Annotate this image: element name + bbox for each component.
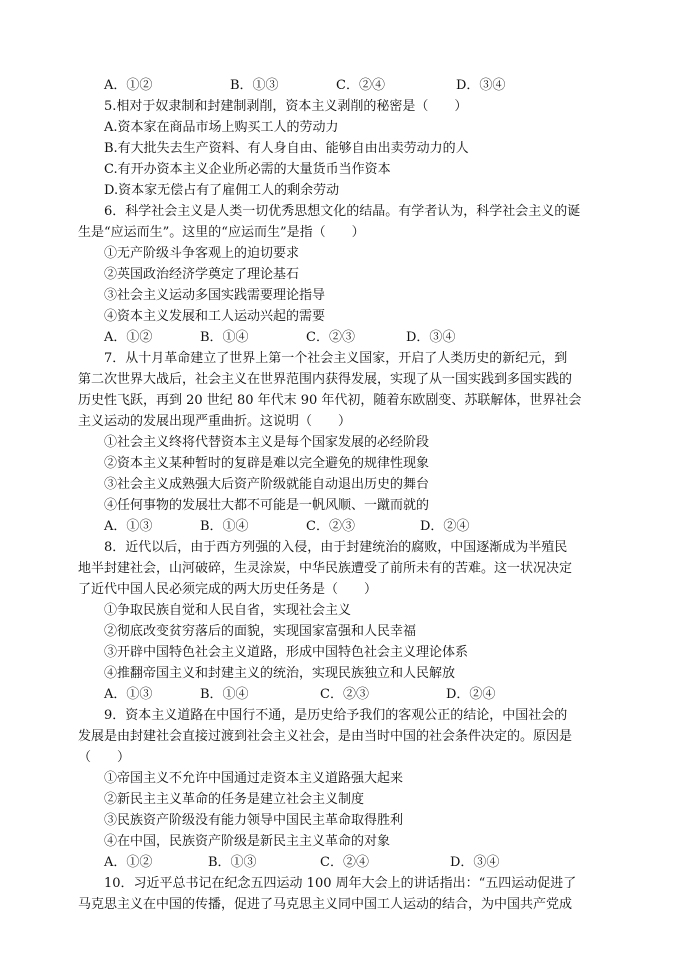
q8-option-c[interactable]: C．②③: [320, 687, 369, 702]
q9-item-3: ③民族资产阶级没有能力领导中国民主革命取得胜利: [104, 813, 404, 828]
q6-option-d[interactable]: D．③④: [406, 330, 456, 345]
q5-stem: 5.相对于奴隶制和封建制剥削，资本主义剥削的秘密是（ ）: [104, 99, 468, 114]
q7-option-b[interactable]: B．①④: [200, 519, 249, 534]
q8-stem-line-2: 地半封建社会，山河破碎，生灵涂炭，中华民族遭受了前所未有的苦难。这一状况决定: [78, 561, 573, 576]
q4-option-b[interactable]: B．①③: [230, 78, 279, 93]
q6-item-2: ②英国政治经济学奠定了理论基石: [104, 267, 300, 282]
q7-option-a[interactable]: A．①③: [104, 519, 153, 534]
q5-choice-a[interactable]: A.资本家在商品市场上购买工人的劳动力: [104, 120, 339, 135]
q8-option-a[interactable]: A．①③: [104, 687, 153, 702]
q7-item-4: ④任何事物的发展壮大都不可能是一帆风顺、一蹴而就的: [104, 498, 430, 513]
q8-stem-line-1: 8．近代以后，由于西方列强的入侵，由于封建统治的腐败，中国逐渐成为半殖民: [104, 540, 568, 555]
q9-option-c[interactable]: C．②④: [320, 855, 369, 870]
q5-choice-d[interactable]: D.资本家无偿占有了雇佣工人的剩余劳动: [104, 183, 340, 198]
q7-item-3: ③社会主义成熟强大后资产阶级就能自动退出历史的舞台: [104, 477, 430, 492]
q6-option-a[interactable]: A．①②: [104, 330, 153, 345]
q4-option-d[interactable]: D．③④: [456, 78, 506, 93]
q4-option-c[interactable]: C．②④: [336, 78, 385, 93]
q9-stem-line-2: 发展是由封建社会直接过渡到社会主义社会，是由当时中国的社会条件决定的。原因是: [78, 729, 573, 744]
q7-stem-line-1: 7．从十月革命建立了世界上第一个社会主义国家，开启了人类历史的新纪元，到: [104, 351, 568, 366]
q4-options: [104, 76, 524, 96]
q7-stem-line-2: 第二次世界大战后，社会主义在世界范围内获得发展，实现了从一国实践到多国实践的: [78, 372, 573, 387]
q10-stem-line-2: 马克思主义在中国的传播，促进了马克思主义同中国工人运动的结合，为中国共产党成: [78, 897, 573, 912]
q6-item-4: ④资本主义发展和工人运动兴起的需要: [104, 309, 326, 324]
q9-item-4: ④在中国，民族资产阶级是新民主主义革命的对象: [104, 834, 391, 849]
q9-option-a[interactable]: A．①②: [104, 855, 153, 870]
q5-choice-c[interactable]: C.有开办资本主义企业所必需的大量货币当作资本: [104, 162, 391, 177]
q6-option-c[interactable]: C．②③: [306, 330, 355, 345]
q8-options: [104, 685, 524, 705]
q9-option-d[interactable]: D．③④: [450, 855, 500, 870]
q8-stem-line-3: 了近代中国人民必须完成的两大历史任务是（ ）: [78, 582, 378, 597]
q7-stem-line-4: 主义运动的发展出现严重曲折。这说明（ ）: [78, 414, 352, 429]
q7-option-c[interactable]: C．②③: [306, 519, 355, 534]
q8-item-4: ④推翻帝国主义和封建主义的统治，实现民族独立和人民解放: [104, 666, 456, 681]
q6-stem-line-1: 6．科学社会主义是人类一切优秀思想文化的结晶。有学者认为，科学社会主义的诞: [104, 204, 581, 219]
q10-stem-line-1: 10．习近平总书记在纪念五四运动 100 周年大会上的讲话指出：“五四运动促进了: [104, 876, 577, 891]
q5-choice-b[interactable]: B.有大批失去生产资料、有人身自由、能够自由出卖劳动力的人: [104, 141, 469, 156]
q7-options: [104, 517, 524, 537]
q6-item-1: ①无产阶级斗争客观上的迫切要求: [104, 246, 300, 261]
q7-item-1: ①社会主义终将代替资本主义是每个国家发展的必经阶段: [104, 435, 430, 450]
q9-item-1: ①帝国主义不允许中国通过走资本主义道路强大起来: [104, 771, 404, 786]
q6-item-3: ③社会主义运动多国实践需要理论指导: [104, 288, 326, 303]
q9-item-2: ②新民主主义革命的任务是建立社会主义制度: [104, 792, 365, 807]
q6-options: [104, 328, 524, 348]
q9-option-b[interactable]: B．①③: [208, 855, 257, 870]
q6-stem-line-2: 生是“应运而生”。这里的“应运而生”是指（ ）: [78, 225, 365, 240]
q8-item-3: ③开辟中国特色社会主义道路，形成中国特色社会主义理论体系: [104, 645, 469, 660]
q7-stem-line-3: 历史性飞跃，再到 20 世纪 80 年代末 90 年代初，随着东欧剧变、苏联解体，世界社会: [78, 393, 582, 408]
q9-stem-line-1: 9．资本主义道路在中国行不通，是历史给予我们的客观公正的结论，中国社会的: [104, 708, 568, 723]
q7-option-d[interactable]: D．②④: [420, 519, 470, 534]
q8-item-1: ①争取民族自觉和人民自省，实现社会主义: [104, 603, 352, 618]
q8-option-d[interactable]: D．②④: [446, 687, 496, 702]
q8-option-b[interactable]: B．①④: [200, 687, 249, 702]
q7-item-2: ②资本主义某种暂时的复辟是难以完全避免的规律性现象: [104, 456, 430, 471]
q9-options: [104, 853, 524, 873]
q8-item-2: ②彻底改变贫穷落后的面貌，实现国家富强和人民幸福: [104, 624, 417, 639]
q6-option-b[interactable]: B．①④: [200, 330, 249, 345]
q4-option-a[interactable]: A．①②: [104, 78, 153, 93]
q9-stem-line-3: （ ）: [78, 750, 131, 765]
